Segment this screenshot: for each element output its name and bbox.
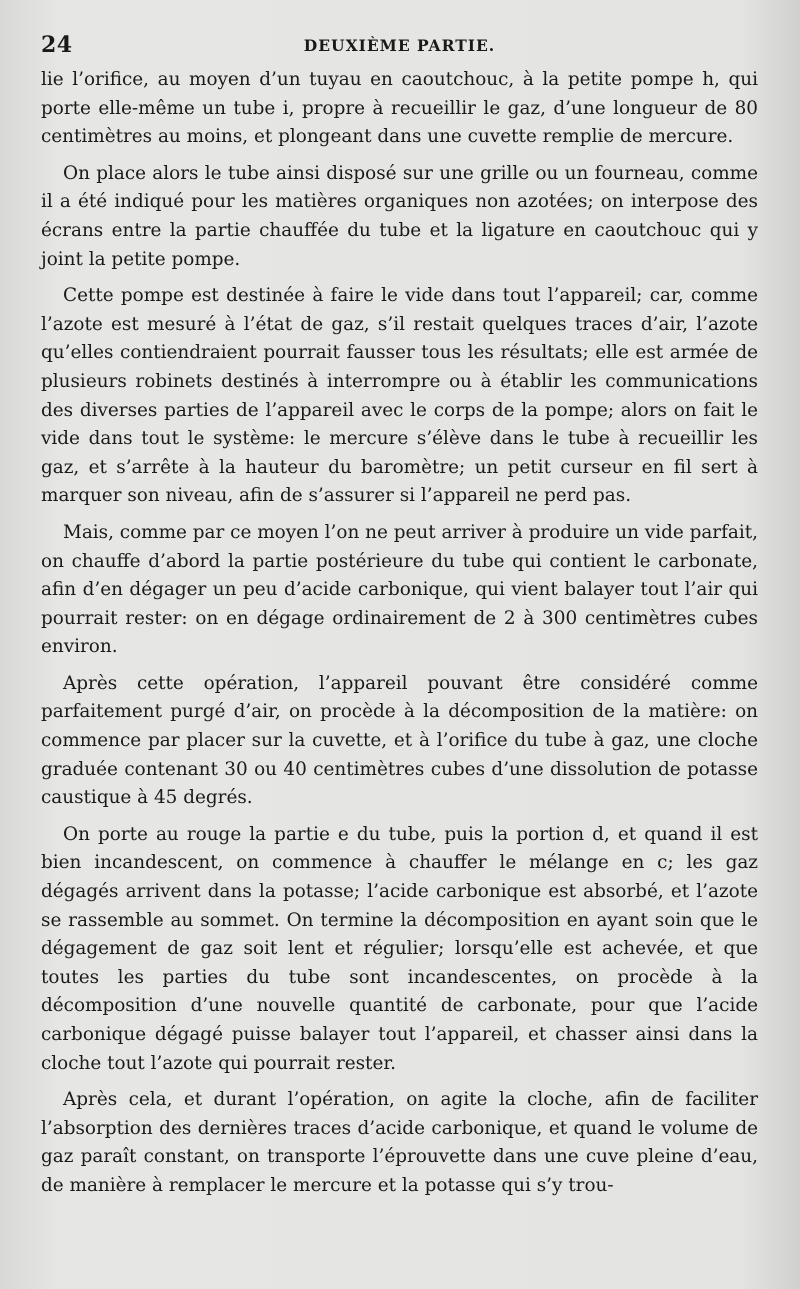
- paragraph-6: On porte au rouge la partie e du tube, puis la portion d, et quand il est bien incandescent, on commence à chauffer le mélange en c; les gaz dégagés arrivent dans la potasse; l’acide carbonique est absorbé, et l’azote se rassemble au sommet. On termine la décomposition en ayant soin que le dégagement de gaz soit lent et régulier; lorsqu’elle est achevée, et que toutes les parties du tube sont incandescentes, on procède à la décomposition d’une nouvelle quantité de carbonate, pour que l’acide carbonique dégagé puisse balayer tout l’appareil, et chasser ainsi dans la cloche tout l’azote qui pourrait rester.: [41, 823, 758, 1074]
- page-header: [41, 28, 758, 62]
- paragraph-3: Cette pompe est destinée à faire le vide dans tout l’appareil; car, comme l’azote est mesuré à l’état de gaz, s’il restait quelques traces d’air, l’azote qu’elles contiendraient pourrait fausser tous les résultats; elle est armée de plusieurs robinets destinés à interrompre ou à établir les communications des diverses parties de l’appareil avec le corps de la pompe; alors on fait le vide dans tout le système: le mercure s’élève dans le tube à recueillir les gaz, et s’arrête à la hauteur du baromètre; un petit curseur en fil sert à marquer son niveau, afin de s’assurer si l’appareil ne perd pas.: [41, 285, 758, 507]
- paragraph-1: lie l’orifice, au moyen d’un tuyau en caoutchouc, à la petite pompe h, qui porte elle-même un tube i, propre à recueillir le gaz, d’une longueur de 80 centimètres au moins, et plongeant dans une cuvette remplie de mercure.: [41, 69, 758, 148]
- paragraph-7: Après cela, et durant l’opération, on agite la cloche, afin de faciliter l’absorption des dernières traces d’acide carbonique, et quand le volume de gaz paraît constant, on transporte l’éprouvette dans une cuve pleine d’eau, de manière à remplacer le mercure et la potasse qui s’y trou-: [41, 1089, 758, 1196]
- body-text: [41, 66, 758, 1201]
- running-head: DEUXIÈME PARTIE.: [303, 36, 496, 55]
- page-number: 24: [41, 32, 73, 58]
- paragraph-4: Mais, comme par ce moyen l’on ne peut arriver à produire un vide parfait, on chauffe d’abord la partie postérieure du tube qui contient le carbonate, afin d’en dégager un peu d’acide carbonique, qui vient balayer tout l’air qui pourrait rester: on en dégage ordinairement de 2 à 300 centimètres cubes environ.: [41, 521, 758, 658]
- paragraph-5: Après cette opération, l’appareil pouvant être considéré comme parfaitement purgé d’air, on procède à la décomposition de la matière: on commence par placer sur la cuvette, et à l’orifice du tube à gaz, une cloche graduée contenant 30 ou 40 centimètres cubes d’une dissolution de potasse caustique à 45 degrés.: [41, 672, 758, 809]
- paragraph-2: On place alors le tube ainsi disposé sur une grille ou un fourneau, comme il a été indiqué pour les matières organiques non azotées; on interpose des écrans entre la partie chauffée du tube et la ligature en caoutchouc qui y joint la petite pompe.: [41, 162, 758, 270]
